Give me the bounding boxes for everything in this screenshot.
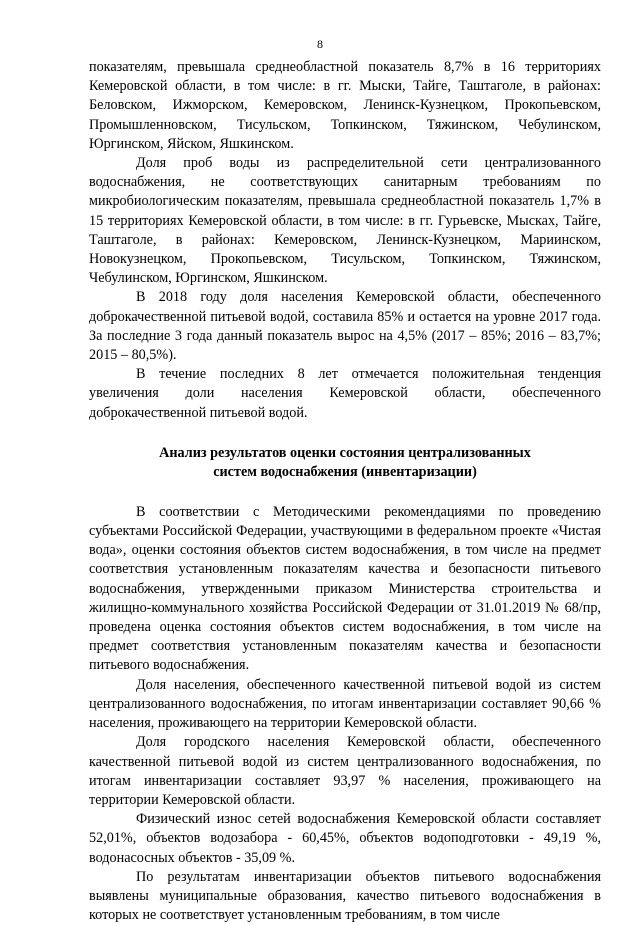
document-body — [89, 58, 601, 925]
page-number: 8 — [317, 37, 323, 51]
section-heading-line-2: систем водоснабжения (инвентаризации) — [213, 463, 477, 480]
paragraph-continuation: показателям, превышала среднеобластной показатель 8,7% в 16 территориях Кемеровской области, в том числе: в гг. Мыски, Тайге, Таштаголе, в районах: Беловском, Ижморском, Кемеровском, Ленинск-Кузнецком, Прокопьевском, Промышленновском, Тисульском, Топкинском, Тяжинском, Чебулинском, Юргинском, Яйском, Яшкинском. — [89, 59, 601, 152]
paragraph-trend: В течение последних 8 лет отмечается положительная тенденция увеличения доли населения Кемеровской области, обеспеченного доброкачественной питьевой водой. — [89, 366, 601, 421]
paragraph-urban-share: Доля городского населения Кемеровской области, обеспеченного качественной питьевой водой из систем централизованного водоснабжения, по итогам инвентаризации составляет 93,97 % населения, проживающего на территории Кемеровской области. — [89, 734, 601, 808]
spacer — [89, 482, 601, 503]
paragraph-methodology: В соответствии с Методическими рекомендациями по проведению субъектами Российской Федерации, участвующими в федеральном проекте «Чистая вода», оценки состояния объектов систем водоснабжения, в том числе на предмет соответствия установленным показателям качества и безопасности питьевого водоснабжения, утвержденными приказом Министерства строительства и жилищно-коммунального хозяйства Российской Федерации от 31.01.2019 № 68/пр, проведена оценка состояния объектов систем водоснабжения, в том числе на предмет соответствия установленным показателям качества и безопасности питьевого водоснабжения. — [89, 503, 601, 674]
section-heading-line-1: Анализ результатов оценки состояния централизованных — [159, 444, 531, 461]
section-heading — [89, 444, 601, 482]
paragraph-wear: Физический износ сетей водоснабжения Кемеровской области составляет 52,01%, объектов водозабора - 60,45%, объектов водоподготовки - 49,19 %, водонасосных объектов - 35,09 %. — [89, 811, 601, 866]
paragraph-microbiology: Доля проб воды из распределительной сети централизованного водоснабжения, не соответствующих санитарным требованиям по микробиологическим показателям, превышала среднеобластной показатель 1,7% в 15 территориях Кемеровской области, в том числе: в гг. Гурьевске, Мысках, Тайге, Таштаголе, в районах: Кемеровском, Ленинск-Кузнецком, Мариинском, Новокузнецком, Прокопьевском, Тисульском, Топкинском, Тяжинском, Чебулинском, Юргинском, Яшкинском. — [89, 155, 601, 287]
paragraph-2018-share: В 2018 году доля населения Кемеровской области, обеспеченного доброкачественной питьевой водой, составила 85% и остается на уровне 2017 года. За последние 3 года данный показатель вырос на 4,5% (2017 – 85%; 2016 – 83,7%; 2015 – 80,5%). — [89, 289, 601, 364]
spacer — [89, 423, 601, 444]
paragraph-inventory-results: По результатам инвентаризации объектов питьевого водоснабжения выявлены муниципальные образования, качество питьевого водоснабжения в которых не соответствует установленным требованиям, в том числе — [89, 868, 601, 924]
paragraph-population-share: Доля населения, обеспеченного качественной питьевой водой из систем централизованного водоснабжения, по итогам инвентаризации составляет 90,66 % населения, проживающего на территории Кемеровской области. — [89, 676, 601, 732]
